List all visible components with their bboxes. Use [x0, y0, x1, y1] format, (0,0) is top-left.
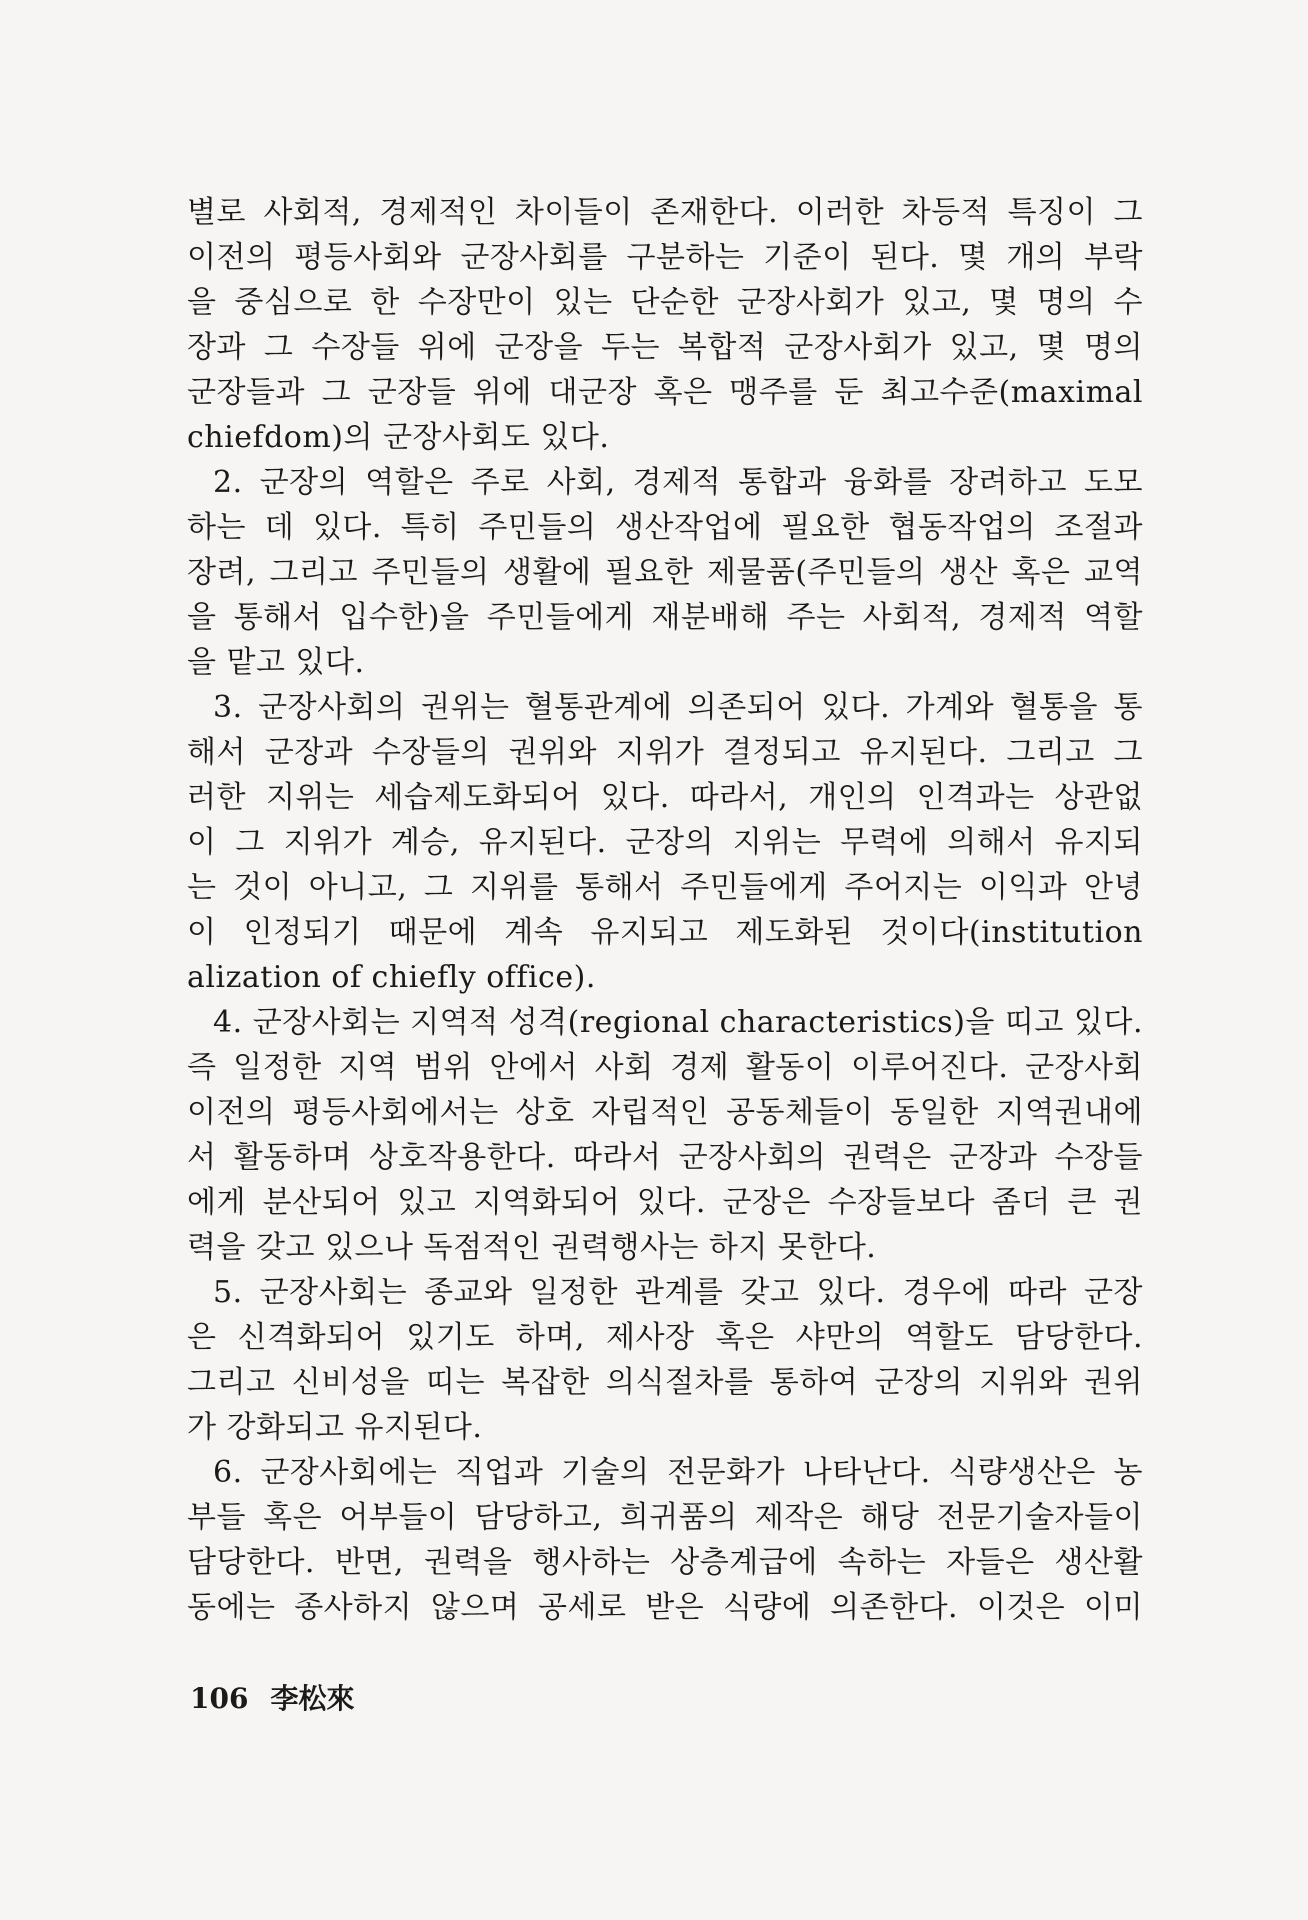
text-line: 군장들과 그 군장들 위에 대군장 혹은 맹주를 둔 최고수준(maximal	[187, 375, 1143, 410]
text-line: 이 인정되기 때문에 계속 유지되고 제도화된 것이다(institution	[187, 915, 1143, 950]
text-line: 가 강화되고 유지된다.	[187, 1410, 483, 1445]
text-line: 서 활동하며 상호작용한다. 따라서 군장사회의 권력은 군장과 수장들	[187, 1140, 1143, 1175]
text-line: 별로 사회적, 경제적인 차이들이 존재한다. 이러한 차등적 특징이 그	[187, 195, 1143, 230]
text-line: 력을 갖고 있으나 독점적인 권력행사는 하지 못한다.	[187, 1230, 877, 1265]
text-line: 을 맡고 있다.	[187, 645, 365, 680]
text-line: 즉 일정한 지역 범위 안에서 사회 경제 활동이 이루어진다. 군장사회	[187, 1050, 1143, 1085]
text-line: 을 통해서 입수한)을 주민들에게 재분배해 주는 사회적, 경제적 역할	[187, 600, 1143, 635]
list-item-start: 2. 군장의 역할은 주로 사회, 경제적 통합과 융화를 장려하고 도모	[213, 465, 1143, 500]
page-number: 106	[190, 1682, 249, 1715]
text-line: 하는 데 있다. 특히 주민들의 생산작업에 필요한 협동작업의 조절과	[187, 510, 1143, 545]
text-line: 그리고 신비성을 띠는 복잡한 의식절차를 통하여 군장의 지위와 권위	[187, 1365, 1143, 1400]
text-line: chiefdom)의 군장사회도 있다.	[187, 420, 610, 455]
text-line: 는 것이 아니고, 그 지위를 통해서 주민들에게 주어지는 이익과 안녕	[187, 870, 1143, 905]
text-line: 장과 그 수장들 위에 군장을 두는 복합적 군장사회가 있고, 몇 명의	[187, 330, 1143, 365]
text-line: 장려, 그리고 주민들의 생활에 필요한 제물품(주민들의 생산 혹은 교역	[187, 555, 1143, 590]
list-item-start: 3. 군장사회의 권위는 혈통관계에 의존되어 있다. 가계와 혈통을 통	[213, 690, 1143, 725]
list-item-start: 5. 군장사회는 종교와 일정한 관계를 갖고 있다. 경우에 따라 군장	[213, 1275, 1143, 1310]
text-line: 러한 지위는 세습제도화되어 있다. 따라서, 개인의 인격과는 상관없	[187, 780, 1143, 815]
text-line: 을 중심으로 한 수장만이 있는 단순한 군장사회가 있고, 몇 명의 수	[187, 285, 1143, 320]
body-text	[187, 190, 1143, 1630]
text-line: 은 신격화되어 있기도 하며, 제사장 혹은 샤만의 역할도 담당한다.	[187, 1320, 1143, 1355]
text-line: 이전의 평등사회와 군장사회를 구분하는 기준이 된다. 몇 개의 부락	[187, 240, 1143, 275]
author-name: 李松來	[270, 1682, 355, 1715]
text-line: 동에는 종사하지 않으며 공세로 받은 식량에 의존한다. 이것은 이미	[187, 1590, 1143, 1625]
list-item-start: 6. 군장사회에는 직업과 기술의 전문화가 나타난다. 식량생산은 농	[213, 1455, 1143, 1490]
text-line: 이 그 지위가 계승, 유지된다. 군장의 지위는 무력에 의해서 유지되	[187, 825, 1143, 860]
text-line: 담당한다. 반면, 권력을 행사하는 상층계급에 속하는 자들은 생산활	[187, 1545, 1143, 1580]
text-line: 해서 군장과 수장들의 권위와 지위가 결정되고 유지된다. 그리고 그	[187, 735, 1143, 770]
list-item-start: 4. 군장사회는 지역적 성격(regional characteristics)을 띠고 있다.	[213, 1005, 1143, 1040]
text-line: 에게 분산되어 있고 지역화되어 있다. 군장은 수장들보다 좀더 큰 권	[187, 1185, 1143, 1220]
text-line: 이전의 평등사회에서는 상호 자립적인 공동체들이 동일한 지역권내에	[187, 1095, 1143, 1130]
text-line: 부들 혹은 어부들이 담당하고, 희귀품의 제작은 해당 전문기술자들이	[187, 1500, 1143, 1535]
text-line: alization of chiefly office).	[187, 960, 596, 995]
page-footer	[190, 1677, 354, 1717]
